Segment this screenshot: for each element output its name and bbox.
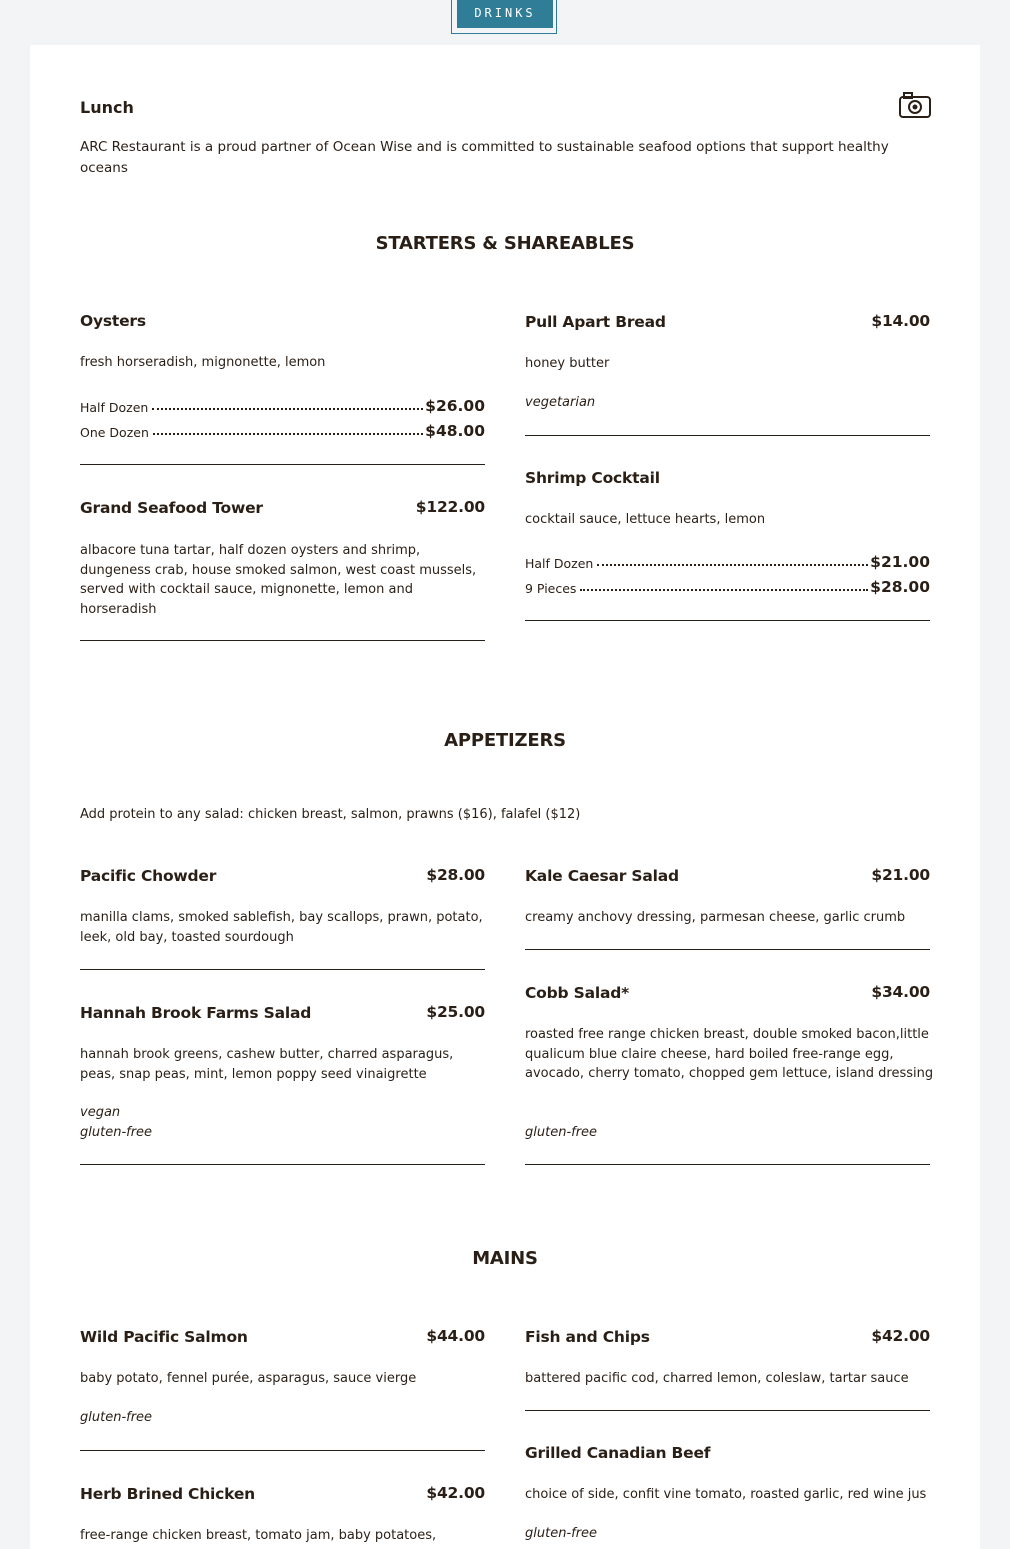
item-name-cobb-salad: Cobb Salad* bbox=[525, 984, 630, 1002]
item-price-pull-apart-bread: $14.00 bbox=[871, 312, 930, 330]
item-desc-oysters: fresh horseradish, mignonette, lemon bbox=[80, 355, 326, 370]
item-price-cobb-salad: $34.00 bbox=[871, 983, 930, 1001]
divider bbox=[525, 435, 930, 436]
item-price-herb-brined-chicken: $42.00 bbox=[426, 1484, 485, 1502]
variant-row bbox=[525, 551, 930, 571]
variant-row bbox=[525, 576, 930, 596]
item-price-wild-pacific-salmon: $44.00 bbox=[426, 1327, 485, 1345]
divider bbox=[80, 1164, 485, 1165]
item-desc-grand-seafood-tower: albacore tuna tartar, half dozen oysters and shrimp, dungeness crab, house smoked salmon, west coast mussels, served with cocktail sauce, mignonette, lemon and horseradish bbox=[80, 543, 477, 617]
dietary-tag: vegetarian bbox=[525, 395, 596, 410]
dietary-tag: gluten-free bbox=[80, 1410, 153, 1425]
variant-price: $21.00 bbox=[870, 553, 930, 571]
item-name-kale-caesar-salad: Kale Caesar Salad bbox=[525, 867, 679, 885]
camera-icon[interactable] bbox=[898, 89, 932, 123]
section-title-appetizers: APPETIZERS bbox=[444, 730, 566, 751]
item-price-fish-and-chips: $42.00 bbox=[871, 1327, 930, 1345]
item-name-hannah-brook-farms-salad: Hannah Brook Farms Salad bbox=[80, 1004, 312, 1022]
protein-note: Add protein to any salad: chicken breast, salmon, prawns ($16), falafel ($12) bbox=[80, 807, 581, 822]
item-desc-shrimp-cocktail: cocktail sauce, lettuce hearts, lemon bbox=[525, 512, 766, 527]
dot-leader bbox=[153, 433, 423, 435]
item-price-grand-seafood-tower: $122.00 bbox=[415, 498, 485, 516]
variant-label: One Dozen bbox=[80, 425, 149, 440]
item-name-pull-apart-bread: Pull Apart Bread bbox=[525, 313, 666, 331]
dietary-tag: gluten-free bbox=[525, 1526, 598, 1541]
variant-label: Half Dozen bbox=[525, 556, 594, 571]
item-desc-fish-and-chips: battered pacific cod, charred lemon, coleslaw, tartar sauce bbox=[525, 1371, 909, 1386]
item-name-wild-pacific-salmon: Wild Pacific Salmon bbox=[80, 1328, 248, 1346]
item-price-kale-caesar-salad: $21.00 bbox=[871, 866, 930, 884]
divider bbox=[80, 1450, 485, 1451]
variant-label: 9 Pieces bbox=[525, 581, 577, 596]
divider bbox=[525, 620, 930, 621]
variant-price: $26.00 bbox=[425, 397, 485, 415]
item-name-herb-brined-chicken: Herb Brined Chicken bbox=[80, 1485, 255, 1503]
dot-leader bbox=[152, 408, 423, 410]
item-name-grilled-canadian-beef: Grilled Canadian Beef bbox=[525, 1444, 711, 1462]
variant-row bbox=[80, 420, 485, 440]
item-desc-pacific-chowder: manilla clams, smoked sablefish, bay scallops, prawn, potato, leek, old bay, toasted sourdough bbox=[80, 910, 483, 945]
divider bbox=[80, 969, 485, 970]
item-desc-hannah-brook-farms-salad: hannah brook greens, cashew butter, charred asparagus, peas, snap peas, mint, lemon poppy seed vinaigrette bbox=[80, 1047, 454, 1082]
item-price-hannah-brook-farms-salad: $25.00 bbox=[426, 1003, 485, 1021]
variant-row bbox=[80, 395, 485, 415]
menu-title: Lunch bbox=[80, 98, 134, 117]
section-title-starters: STARTERS & SHAREABLES bbox=[375, 233, 635, 254]
item-desc-kale-caesar-salad: creamy anchovy dressing, parmesan cheese, garlic crumb bbox=[525, 910, 906, 925]
item-desc-wild-pacific-salmon: baby potato, fennel purée, asparagus, sauce vierge bbox=[80, 1371, 417, 1386]
dot-leader bbox=[580, 589, 868, 591]
item-desc-pull-apart-bread: honey butter bbox=[525, 356, 610, 371]
drinks-tab[interactable]: DRINKS bbox=[457, 0, 553, 28]
variant-price: $28.00 bbox=[870, 578, 930, 596]
variant-label: Half Dozen bbox=[80, 400, 149, 415]
dot-leader bbox=[597, 564, 868, 566]
item-name-shrimp-cocktail: Shrimp Cocktail bbox=[525, 469, 660, 487]
menu-card bbox=[30, 45, 980, 1549]
section-title-mains: MAINS bbox=[472, 1248, 538, 1269]
item-desc-herb-brined-chicken: free-range chicken breast, tomato jam, baby potatoes, bbox=[80, 1528, 437, 1543]
divider bbox=[525, 949, 930, 950]
item-name-pacific-chowder: Pacific Chowder bbox=[80, 867, 217, 885]
divider bbox=[80, 640, 485, 641]
item-price-pacific-chowder: $28.00 bbox=[426, 866, 485, 884]
item-desc-grilled-canadian-beef: choice of side, confit vine tomato, roasted garlic, red wine jus bbox=[525, 1487, 927, 1502]
dietary-tag: gluten-free bbox=[525, 1125, 598, 1140]
divider bbox=[525, 1164, 930, 1165]
divider bbox=[80, 464, 485, 465]
variant-price: $48.00 bbox=[425, 422, 485, 440]
dietary-tag: vegan bbox=[80, 1105, 121, 1120]
menu-intro: ARC Restaurant is a proud partner of Ocean Wise and is committed to sustainable seafood options that support healthy oceans bbox=[80, 139, 889, 176]
item-name-oysters: Oysters bbox=[80, 312, 146, 330]
item-name-fish-and-chips: Fish and Chips bbox=[525, 1328, 650, 1346]
divider bbox=[525, 1410, 930, 1411]
item-desc-cobb-salad: roasted free range chicken breast, double smoked bacon,little qualicum blue claire cheese, hard boiled free-range egg, avocado, cherry tomato, chopped gem lettuce, island dressing bbox=[525, 1027, 934, 1081]
item-name-grand-seafood-tower: Grand Seafood Tower bbox=[80, 499, 263, 517]
dietary-tag: gluten-free bbox=[80, 1125, 153, 1140]
